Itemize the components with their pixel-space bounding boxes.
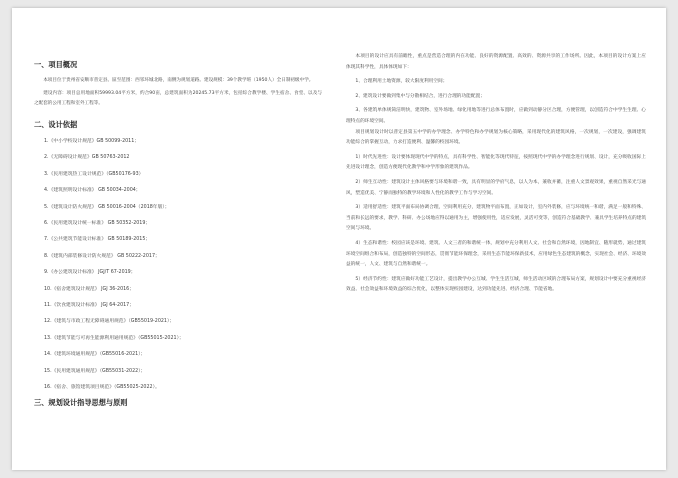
right-paragraph: 3）适用舒适性：建筑平面布局协调合理，空间利用充分，建筑物平面布置，正如设计，室内外装修，应与环境统一和谐，满足一般和特殊、当前和长远的要求，教学、科研、办公场地应得以通用为主，增强使用性，适应发展，灵活可变等，创造符合基础教学、兼具学生培养特点的建筑空间与环境。 bbox=[346, 205, 647, 232]
list-item: 16.《宿舍、旅馆建筑项目规范》（GB55025-2022）。 bbox=[44, 384, 160, 390]
heading-design-basis: 二、设计依据 bbox=[34, 119, 78, 129]
list-item: 8.《建筑内部装修设计防火规范》 GB 50222-2017； bbox=[44, 253, 160, 259]
design-basis-list bbox=[34, 134, 322, 397]
list-item: 4.《建筑照明设计标准》 GB 50034-2004； bbox=[44, 188, 141, 194]
list-item: 2.《无障碍设计规范》GB 50763-2012 bbox=[44, 155, 130, 161]
right-column bbox=[346, 52, 646, 296]
list-item: 9.《办公建筑设计标准》 JGJ/T 67-2019； bbox=[44, 270, 136, 276]
document-page bbox=[12, 8, 666, 470]
heading-project-overview: 一、项目概况 bbox=[34, 60, 78, 69]
list-item: 5.《建筑设计防火规范》 GB 50016-2004（2018年版）； bbox=[44, 204, 170, 210]
right-paragraph: 1、合理利用土地资源，较大限度利用空间； bbox=[355, 79, 448, 85]
list-item: 10.《宿舍建筑设计规范》 JGJ 36-2016； bbox=[44, 286, 135, 292]
right-paragraph: 3、各建筑单体规简洁明快，建筑物、室外场地、绿化用地等进行总体布置时，应做到动静分区合理，方便管理，以创造符合中学生生理、心理特点的环境空间。 bbox=[346, 108, 646, 124]
list-item: 13.《建筑节能与可再生能源利用通用规范》（GB55015-2021）； bbox=[44, 335, 184, 341]
right-paragraph: 5）经济节约性：建筑应做好功能工艺设计，提出教学办公互城、学生生活互城，师生活动区域的合理布局方案，规划设计中要充分重视经济效益、社会效益和环境效益的综合优化，以整体实现校园建设，达到功能先进、经济合理、节能省地。 bbox=[346, 276, 646, 293]
left-column bbox=[34, 52, 322, 412]
overview-paragraph-1: 本项目位于贵州省安顺市普定县。區至范围：西邻环城北路，南侧为规划道路。建设规模：39个教学班（1950人）全日制初级中学。 bbox=[43, 78, 314, 83]
list-item: 12.《建筑与市政工程无障碍通用规范》（GB55019-2021）； bbox=[44, 319, 175, 325]
list-item: 11.《饮食建筑设计标准》 JGJ 64-2017； bbox=[44, 302, 135, 308]
heading-planning-principles: 三、规划设计指导思想与原则 bbox=[34, 398, 128, 408]
right-paragraph: 1）时代先进性：设计要体现现代中学的特点，具有科学性、智能化等现代特征，按照现代中学的办学理念进行规划、设计，充分吸收国际上先进设计理念，创造方便现代化教学和中学形象的建筑作品。 bbox=[346, 154, 646, 171]
list-item: 6.《民用建筑设计统一标准》 GB 50352-2019； bbox=[44, 220, 151, 226]
right-paragraph: 项目规划设计时以普定县第五中学的办学理念、办学特色和办学规划为核心策略，采用现代化的建筑风格，一次规划，一次建设，强调建筑功能综合的掌握互动，力求打造便利、温馨的校园环境。 bbox=[346, 129, 646, 146]
overview-paragraph-2: 建设内容：项目总用地面积59993.04平方米，约合90亩，总建筑面积为20245.73平方米，包括综合教学楼、学生宿舍、食堂、以及与之配套的公用工程和室外工程等。 bbox=[34, 91, 322, 106]
right-paragraph: 本项目的设计应具有前瞻性，重点是营造合理的内在功能、良好的资源配置、高效的、资源共享的工作场所。因此，本项目的设计方案上应体现其科学性，具体体现如下： bbox=[346, 54, 646, 70]
list-item: 3.《民用建筑热工设计规范》（GB50176-93） bbox=[44, 171, 144, 177]
right-paragraph: 2）师生互动性：建筑设计主体风格要与环境和谐一致，具有明显的学府气息，以人为本，兼收并蓄，注重人文景观效果，重视自然采光与通风，塑造优美、宁静而独特的教学环境和人性化的教学工作与学习空间。 bbox=[346, 179, 646, 196]
list-item: 1.《中小学校设计规范》GB 50099-2011； bbox=[44, 138, 140, 144]
list-item: 14.《建筑环境通用规范》（GB55016-2021）； bbox=[44, 352, 146, 358]
right-paragraph: 2、建筑设计要做到集中与分散相结合，进行合理的功能配置； bbox=[355, 93, 485, 99]
right-paragraph: 4）生态和谐性：校园应该是环境、建筑、人文三者的和谐统一体，规划中充分利用人文、社会和自然环境，因地制宜、随形就势，通过建筑环境空间组合和布局，创造独特的空间形态，贯彻节能环保理念，采用生态节能环保新技术，应用绿色生态建筑的概念，实现社会、经济、环境效益的统一，人文、建筑与自然和谐统一。 bbox=[346, 240, 647, 268]
list-item: 7.《公共建筑节能设计标准》 GB 50189-2015； bbox=[44, 237, 151, 243]
list-item: 15.《民用建筑通用规范》（GB55031-2022）； bbox=[44, 368, 146, 374]
